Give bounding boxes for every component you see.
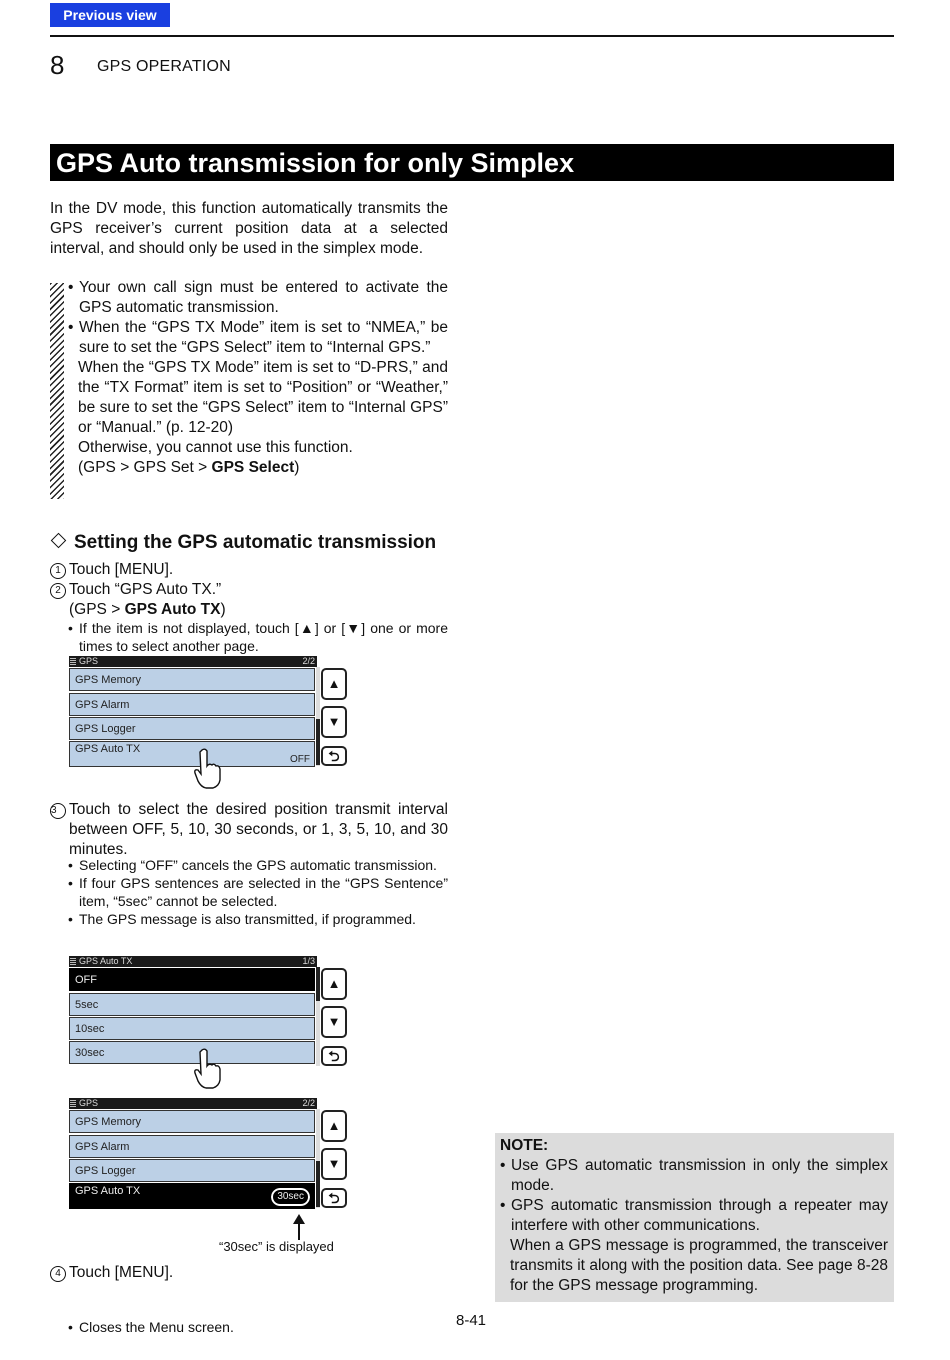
screen-title-bar: GPS 2/2 (69, 656, 317, 667)
step-2: 2 Touch “GPS Auto TX.” (50, 580, 450, 600)
scrollbar[interactable] (316, 967, 320, 1066)
chapter-title: GPS OPERATION (97, 58, 231, 75)
back-button[interactable]: ⮌ (321, 1046, 347, 1066)
chapter-number: 8 (50, 50, 65, 80)
note-paragraph: When a GPS message is programmed, the transceiver transmits it along with the position data. See page 8-28 for the GPS message programming. (510, 1237, 888, 1294)
signal-icon (70, 958, 76, 965)
note-label: NOTE: (500, 1137, 549, 1154)
option-10sec[interactable]: 10sec (69, 1017, 315, 1040)
step-3-note: • If four GPS sentences are selected in the “GPS Sentence” item, “5sec” cannot be selected. (68, 874, 448, 910)
caution-menu-path: (GPS > GPS Set > GPS Select) (78, 459, 300, 476)
screen-title-bar: GPS 2/2 (69, 1098, 317, 1109)
step-4-note: • Closes the Menu screen. (68, 1318, 379, 1336)
auto-tx-value: OFF (290, 754, 310, 765)
caution-paragraph: Otherwise, you cannot use this function. (78, 439, 353, 456)
menu-item-gps-alarm[interactable]: GPS Alarm (69, 693, 315, 716)
auto-tx-value: 30sec (271, 1188, 310, 1206)
note-bullet: • Use GPS automatic transmission in only the simplex mode. (500, 1156, 888, 1196)
caution-hatch-bar (50, 283, 64, 499)
back-button[interactable]: ⮌ (321, 1188, 347, 1208)
up-button[interactable]: ▲ (321, 668, 347, 700)
arrow-up-icon (292, 1214, 306, 1240)
step-3: 3 Touch to select the desired position transmit interval between OFF, 5, 10, 30 seconds, or 1, 3, 5, 10, and 30 minutes. (51, 801, 448, 858)
scrollbar[interactable] (316, 667, 320, 766)
down-button[interactable]: ▼ (321, 1006, 347, 1038)
step-2-menu-path: (GPS > GPS Auto TX) (69, 601, 226, 618)
page-number: 8-41 (456, 1312, 487, 1329)
section-title: GPS Auto transmission for only Simplex (50, 144, 894, 181)
step-1: 1 Touch [MENU]. (50, 560, 450, 580)
caution-block (68, 278, 448, 478)
menu-item-gps-logger[interactable]: GPS Logger (69, 717, 315, 740)
intro-paragraph: In the DV mode, this function automatically transmits the GPS receiver’s current position data at a selected interval, and should only be used in the simplex mode. (50, 200, 448, 257)
step-3-note: • Selecting “OFF” cancels the GPS automatic transmission. (68, 856, 448, 874)
option-5sec[interactable]: 5sec (69, 993, 315, 1016)
option-off[interactable]: OFF (69, 968, 315, 991)
step-number: 3 (50, 803, 66, 819)
up-button[interactable]: ▲ (321, 968, 347, 1000)
step-3-note: • The GPS message is also transmitted, if programmed. (68, 910, 448, 928)
menu-item-gps-auto-tx[interactable]: GPS Auto TX OFF (69, 741, 315, 767)
signal-icon (70, 1100, 76, 1107)
menu-item-gps-memory[interactable]: GPS Memory (69, 1110, 315, 1133)
header-rule (50, 35, 894, 37)
note-box (495, 1133, 894, 1302)
step-3-notes (68, 856, 448, 928)
subsection-heading: Setting the GPS automatic transmission (50, 532, 436, 554)
gps-menu-result-screen (69, 1098, 347, 1210)
signal-icon (70, 658, 76, 665)
menu-item-gps-logger[interactable]: GPS Logger (69, 1159, 315, 1182)
step-number: 1 (50, 563, 66, 579)
menu-item-gps-memory[interactable]: GPS Memory (69, 668, 315, 691)
down-button[interactable]: ▼ (321, 1148, 347, 1180)
down-button[interactable]: ▼ (321, 706, 347, 738)
up-button[interactable]: ▲ (321, 1110, 347, 1142)
step-2-note: • If the item is not displayed, touch [▲] or [▼] one or more times to select another page. (68, 619, 448, 655)
note-bullet: • GPS automatic transmission through a repeater may interfere with other communications. (500, 1196, 888, 1236)
step-4: 4 Touch [MENU]. (50, 1263, 350, 1283)
scrollbar[interactable] (316, 1109, 320, 1208)
option-30sec[interactable]: 30sec (69, 1041, 315, 1064)
previous-view-button[interactable]: Previous view (50, 3, 170, 27)
menu-item-gps-alarm[interactable]: GPS Alarm (69, 1135, 315, 1158)
step-number: 2 (50, 583, 66, 599)
caution-bullet: • When the “GPS TX Mode” item is set to “NMEA,” be sure to set the “GPS Select” item to “Internal GPS.” (68, 318, 448, 358)
back-button[interactable]: ⮌ (321, 746, 347, 766)
diamond-icon (51, 533, 67, 549)
screen-title-bar: GPS Auto TX 1/3 (69, 956, 317, 967)
menu-item-gps-auto-tx[interactable]: GPS Auto TX 30sec (69, 1183, 315, 1209)
steps-1-2 (50, 560, 450, 620)
touch-hand-icon (192, 1048, 224, 1090)
caution-bullet: • Your own call sign must be entered to activate the GPS automatic transmission. (68, 278, 448, 318)
touch-hand-icon (192, 748, 224, 790)
caution-paragraph: When the “GPS TX Mode” item is set to “D-PRS,” and the “TX Format” item is set to “Position” or “Weather,” be sure to set the “GPS Select” item to “Internal GPS” or “Manual.” (p. 12-20) (78, 359, 448, 436)
step-number: 4 (50, 1266, 66, 1282)
screen-caption: “30sec” is displayed (219, 1239, 334, 1254)
